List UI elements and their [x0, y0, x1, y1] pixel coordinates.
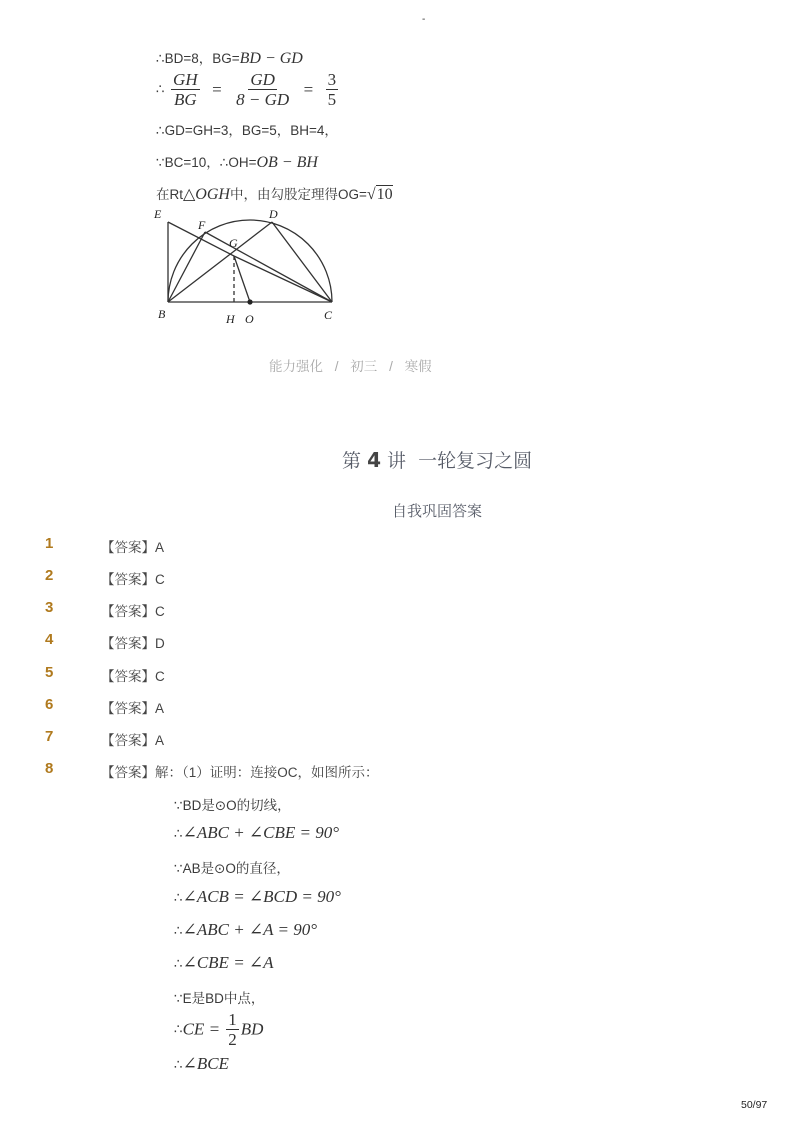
- proof-line-4-math: OB − BH: [256, 154, 318, 171]
- question-number: 8: [45, 760, 54, 777]
- fraction-gh-bg: [171, 70, 200, 109]
- q8-line-5-prefix: ∴: [174, 923, 183, 938]
- q8-line-9-math: ∠BCE: [182, 1054, 229, 1073]
- lecture-number: 4: [367, 448, 381, 472]
- proof-line-5: 在Rt△OGH中，由勾股定理得OG=√10: [156, 186, 393, 203]
- fraction-numerator: 3: [327, 70, 337, 89]
- fraction-one-half: [226, 1010, 239, 1049]
- fraction-gd: [234, 70, 291, 109]
- page-number: 50/97: [741, 1099, 768, 1111]
- sqrt-radicand: 10: [376, 186, 393, 203]
- semicircle-arc: [168, 220, 332, 302]
- section-title: 自我巩固答案: [392, 502, 483, 520]
- q8-line-6: [174, 953, 274, 973]
- q8-line-8-prefix: ∴: [174, 1021, 183, 1037]
- fraction-denominator: BG: [173, 90, 197, 109]
- q8-line-3: ∵AB是⊙O的直径，: [174, 861, 290, 876]
- fraction-denominator: 5: [327, 90, 337, 109]
- fraction-denominator: 8 − GD: [236, 90, 290, 109]
- proof-line-2: [156, 70, 340, 109]
- question-number: 4: [45, 631, 54, 648]
- fraction-numerator: 1: [228, 1010, 237, 1029]
- equals-sign: =: [303, 79, 314, 99]
- q8-line-7: ∵E是BD中点，: [174, 991, 265, 1006]
- q8-line-4-math: ∠ACB = ∠BCD = 90°: [182, 887, 341, 906]
- q8-line-2-prefix: ∴: [174, 826, 183, 841]
- lecture-title: [342, 446, 532, 473]
- footer-sep: /: [389, 359, 393, 374]
- equals-sign: =: [212, 79, 222, 99]
- question-number: 7: [45, 728, 54, 745]
- label-c: C: [324, 308, 333, 322]
- proof-line-2-prefix: ∴: [156, 81, 165, 97]
- question-number: 2: [45, 567, 54, 584]
- geometry-figure: [150, 202, 350, 328]
- segment-bf: [168, 232, 205, 302]
- q8-line-5-math: ∠ABC + ∠A = 90°: [182, 920, 318, 939]
- answer-text: 【答案】A: [101, 701, 165, 716]
- answer-text: 【答案】C: [101, 572, 165, 587]
- proof-line-5-text: 在Rt: [156, 187, 183, 202]
- proof-line-5-math: △OGH: [183, 186, 230, 203]
- lecture-prefix: 第: [342, 450, 362, 472]
- q8-line-4: [174, 887, 341, 907]
- center-point-o: [247, 299, 252, 304]
- q8-line-5: [174, 920, 317, 940]
- proof-line-4-text: ∵BC=10，∴OH=: [156, 155, 257, 170]
- q8-line-6-math: ∠CBE = ∠A: [182, 953, 274, 972]
- question-number: 3: [45, 599, 54, 616]
- segment-dc: [272, 222, 332, 302]
- q8-line-8-math-left: CE =: [182, 1019, 225, 1039]
- proof-line-4: [156, 151, 318, 172]
- answer-text: 【答案】A: [101, 540, 165, 555]
- q8-line-6-prefix: ∴: [174, 956, 183, 971]
- label-o: O: [245, 312, 254, 326]
- answer-text: 【答案】C: [101, 604, 165, 619]
- q8-line-2: [174, 823, 339, 843]
- label-b: B: [158, 307, 166, 321]
- footer-tag-2: 初三: [350, 359, 378, 374]
- fraction-three-fifths: [326, 70, 339, 109]
- fraction-numerator: GD: [250, 70, 275, 89]
- label-g: G: [229, 236, 238, 250]
- q8-line-1: ∵BD是⊙O的切线，: [174, 798, 291, 813]
- fraction-numerator: GH: [173, 70, 198, 89]
- answer-text: 【答案】A: [101, 733, 165, 748]
- segment-fc: [205, 232, 332, 302]
- q8-line-8: [174, 1010, 263, 1049]
- answer-text: 【答案】解：（1）证明：连接OC，如图所示：: [101, 765, 379, 780]
- question-number: 5: [45, 664, 54, 681]
- q8-line-9-prefix: ∴: [174, 1057, 183, 1072]
- q8-line-8-math-right: BD: [240, 1019, 264, 1039]
- question-number: 6: [45, 696, 54, 713]
- footer-tag-3: 寒假: [404, 359, 432, 374]
- proof-line-1-text: ∴BD=8，BG=: [156, 51, 240, 66]
- answer-text: 【答案】D: [101, 636, 165, 651]
- answer-text: 【答案】C: [101, 669, 165, 684]
- lecture-name: 一轮复习之圆: [418, 450, 533, 472]
- q8-line-4-prefix: ∴: [174, 890, 183, 905]
- top-mark: -: [422, 14, 426, 25]
- proof-line-1-math: BD − GD: [239, 50, 303, 67]
- footer-tag-1: 能力强化: [269, 359, 323, 374]
- segment-bd: [168, 222, 272, 302]
- footer-sep: /: [334, 359, 339, 374]
- proof-line-5-text2: 中，由勾股定理得OG=: [229, 187, 367, 202]
- q8-line-9: [174, 1054, 229, 1074]
- question-number: 1: [45, 535, 54, 552]
- lecture-suffix: 讲: [387, 450, 407, 472]
- label-e: E: [154, 207, 162, 221]
- segment-gc: [234, 256, 332, 302]
- q8-line-2-math: ∠ABC + ∠CBE = 90°: [182, 823, 340, 842]
- label-h: H: [226, 312, 235, 326]
- label-f: F: [198, 218, 206, 232]
- fraction-denominator: 2: [228, 1030, 237, 1049]
- proof-line-3: ∴GD=GH=3，BG=5，BH=4，: [156, 123, 338, 138]
- footer-tags: [269, 355, 432, 375]
- label-d: D: [269, 207, 278, 221]
- proof-line-1: [156, 47, 303, 68]
